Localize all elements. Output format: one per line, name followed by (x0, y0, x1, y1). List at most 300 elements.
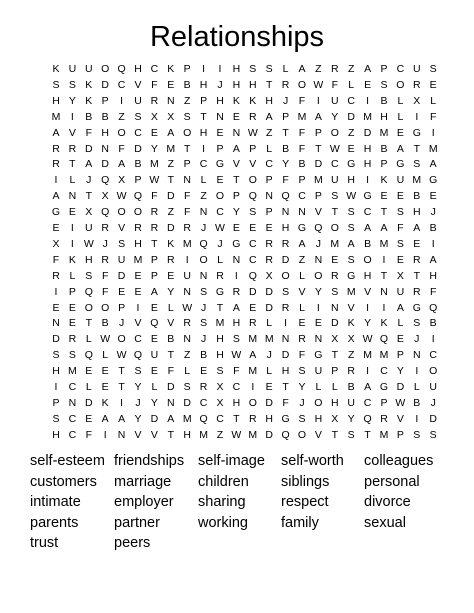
grid-letter: T (69, 158, 76, 171)
grid-letter: S (282, 285, 290, 298)
grid-letter: A (265, 110, 273, 123)
grid-letter: I (316, 301, 320, 314)
grid-letter: A (52, 126, 60, 139)
grid-letter: R (183, 222, 191, 234)
grid-letter: A (249, 349, 257, 362)
grid-letter: M (215, 317, 225, 330)
grid-letter: H (331, 396, 339, 409)
grid-letter: C (68, 412, 77, 425)
grid-letter: L (348, 78, 355, 91)
grid-letter: F (429, 110, 437, 123)
grid-letter: N (199, 269, 208, 282)
grid-letter: K (85, 94, 93, 107)
grid-letter: S (85, 269, 93, 282)
grid-letter: T (413, 269, 420, 282)
grid-letter: E (396, 190, 404, 203)
grid-letter: C (199, 396, 208, 409)
grid-letter: V (134, 428, 142, 441)
grid-letter: Q (248, 269, 257, 282)
grid-letter: X (85, 206, 93, 219)
grid-letter: E (52, 301, 60, 314)
grid-letter: L (413, 381, 420, 393)
grid-letter: V (314, 428, 322, 441)
grid-letter: O (133, 206, 143, 219)
grid-letter: H (183, 428, 191, 441)
grid-letter: I (415, 365, 419, 378)
word-list-item: self-worth (281, 453, 344, 469)
grid-letter: I (382, 253, 386, 266)
grid-letter: E (167, 269, 175, 282)
grid-letter: U (347, 396, 355, 409)
grid-letter: K (380, 317, 388, 330)
grid-letter: Q (150, 317, 159, 330)
grid-letter: D (281, 253, 290, 266)
grid-letter: I (70, 237, 74, 250)
grid-letter: Y (314, 285, 322, 298)
grid-letter: P (314, 190, 322, 203)
grid-letter: X (331, 333, 339, 346)
grid-letter: T (331, 349, 338, 362)
grid-letter: J (282, 94, 289, 107)
grid-letter: O (101, 301, 110, 314)
grid-letter: B (200, 349, 208, 362)
grid-letter: P (249, 142, 257, 155)
grid-letter: H (347, 174, 355, 187)
grid-letter: S (298, 365, 306, 378)
word-list-item: sexual (364, 514, 406, 531)
grid-letter: P (183, 158, 191, 171)
grid-letter: Y (364, 317, 372, 330)
grid-letter: F (233, 365, 240, 378)
grid-letter: X (167, 110, 175, 123)
grid-letter: A (167, 412, 175, 425)
grid-letter: G (412, 126, 421, 139)
grid-letter: M (133, 253, 143, 266)
grid-letter: K (167, 63, 175, 75)
grid-letter: E (347, 142, 355, 155)
grid-letter: R (167, 253, 175, 266)
grid-letter: L (282, 63, 289, 75)
grid-letter: B (413, 396, 421, 409)
grid-letter: H (314, 412, 323, 425)
grid-letter: F (298, 349, 306, 362)
grid-letter: I (234, 269, 238, 282)
grid-letter: C (199, 158, 208, 171)
grid-letter: D (85, 142, 93, 155)
grid-letter: C (134, 126, 142, 139)
grid-letter: I (431, 333, 435, 346)
grid-letter: H (216, 333, 224, 346)
grid-letter: O (183, 126, 192, 139)
grid-letter: J (102, 237, 108, 250)
grid-letter: K (68, 253, 76, 266)
grid-letter: R (281, 237, 290, 250)
grid-letter: D (265, 285, 273, 298)
grid-letter: E (429, 78, 437, 91)
grid-letter: Q (84, 349, 93, 362)
grid-letter: H (265, 94, 273, 107)
grid-letter: T (331, 206, 338, 219)
grid-letter: Z (315, 63, 322, 75)
grid-letter: I (54, 174, 58, 187)
grid-letter: O (297, 428, 307, 441)
grid-letter: H (249, 78, 257, 91)
grid-letter: B (85, 110, 93, 123)
grid-letter: S (52, 412, 60, 425)
grid-letter: P (380, 158, 388, 171)
word-list-item: children (198, 473, 249, 490)
grid-letter: H (281, 365, 290, 378)
grid-letter: A (364, 222, 372, 234)
grid-letter: X (413, 94, 421, 107)
grid-letter: B (282, 142, 290, 155)
grid-letter: A (314, 110, 322, 123)
grid-letter: S (265, 63, 273, 75)
grid-letter: R (413, 78, 421, 91)
grid-letter: Y (150, 142, 158, 155)
word-list (30, 452, 460, 562)
grid-letter: T (331, 428, 338, 441)
grid-letter: J (200, 222, 207, 234)
grid-letter: S (347, 206, 355, 219)
grid-letter: L (315, 381, 322, 393)
grid-letter: I (54, 381, 58, 393)
grid-letter: H (52, 365, 60, 378)
grid-letter: Q (101, 174, 110, 187)
grid-letter: K (101, 396, 109, 409)
grid-letter: C (347, 94, 355, 107)
grid-letter: R (413, 285, 421, 298)
grid-letter: A (167, 126, 175, 139)
grid-letter: S (429, 428, 437, 441)
grid-letter: U (396, 285, 405, 298)
grid-letter: N (183, 174, 191, 187)
grid-letter: S (413, 158, 421, 171)
grid-letter: C (232, 381, 241, 393)
grid-letter: P (282, 110, 290, 123)
grid-letter: M (379, 349, 389, 362)
grid-letter: N (199, 206, 208, 219)
grid-letter: S (380, 78, 388, 91)
word-list-item: intimate (30, 494, 81, 511)
grid-letter: A (298, 237, 306, 250)
grid-letter: S (429, 63, 437, 75)
grid-letter: H (363, 142, 372, 155)
grid-letter: R (232, 285, 241, 298)
grid-letter: X (396, 269, 404, 282)
grid-letter: C (363, 396, 372, 409)
grid-letter: V (167, 317, 175, 330)
grid-letter: H (232, 63, 241, 75)
grid-letter: V (118, 222, 126, 234)
grid-letter: Q (248, 190, 257, 203)
grid-letter: L (217, 253, 223, 266)
grid-letter: Y (331, 110, 339, 123)
grid-letter: M (68, 365, 77, 378)
grid-letter: Z (167, 206, 174, 219)
grid-letter: E (380, 190, 388, 203)
grid-letter: X (265, 269, 273, 282)
grid-letter: B (101, 317, 109, 330)
grid-letter: C (429, 349, 437, 362)
grid-letter: G (215, 158, 225, 171)
grid-letter: W (231, 428, 242, 441)
grid-letter: Y (232, 206, 240, 219)
grid-letter: N (117, 428, 126, 441)
grid-letter: N (101, 142, 109, 155)
grid-letter: A (364, 63, 372, 75)
grid-letter: A (101, 412, 109, 425)
grid-letter: R (216, 269, 224, 282)
grid-letter: O (117, 206, 126, 219)
grid-letter: M (182, 237, 192, 250)
grid-letter: A (429, 253, 437, 266)
grid-letter: I (366, 94, 370, 107)
grid-letter: E (101, 365, 109, 378)
grid-letter: R (265, 253, 273, 266)
grid-letter: B (413, 190, 421, 203)
grid-letter: S (183, 381, 191, 393)
grid-letter: M (363, 110, 372, 123)
grid-letter: E (118, 285, 126, 298)
grid-letter: R (150, 94, 159, 107)
grid-letter: M (51, 110, 61, 123)
grid-letter: G (363, 190, 372, 203)
grid-letter: P (200, 94, 208, 107)
grid-letter: N (380, 285, 388, 298)
grid-letter: J (414, 333, 420, 346)
grid-letter: R (134, 222, 142, 234)
grid-letter: P (298, 174, 306, 187)
grid-letter: Y (282, 158, 290, 171)
grid-letter: T (200, 110, 207, 123)
grid-letter: W (182, 301, 193, 314)
word-list-item: personal (364, 473, 420, 490)
grid-letter: R (347, 365, 355, 378)
word-list-item: partner (114, 514, 160, 531)
grid-letter: M (199, 428, 208, 441)
grid-letter: P (265, 174, 273, 187)
grid-letter: I (120, 94, 124, 107)
grid-letter: P (183, 63, 191, 75)
grid-letter: T (315, 142, 322, 155)
grid-letter: B (429, 222, 437, 234)
grid-letter: U (396, 174, 405, 187)
grid-letter: H (199, 78, 208, 91)
grid-letter: R (52, 269, 60, 282)
grid-letter: T (380, 269, 388, 282)
grid-letter: O (281, 269, 290, 282)
grid-letter: S (331, 285, 339, 298)
grid-letter: I (366, 301, 370, 314)
grid-letter: D (101, 78, 109, 91)
grid-letter: D (331, 317, 339, 330)
grid-letter: R (249, 317, 257, 330)
grid-letter: E (249, 222, 257, 234)
grid-letter: M (297, 110, 307, 123)
grid-letter: H (134, 63, 142, 75)
grid-letter: U (314, 365, 323, 378)
grid-letter: M (428, 142, 438, 155)
grid-letter: S (396, 237, 404, 250)
grid-letter: C (150, 63, 159, 75)
grid-letter: L (430, 94, 437, 107)
grid-letter: U (68, 63, 77, 75)
grid-letter: Q (199, 237, 208, 250)
grid-letter: L (266, 317, 273, 330)
grid-letter: N (68, 190, 77, 203)
word-list-item: working (198, 514, 248, 531)
grid-letter: H (101, 126, 109, 139)
grid-letter: S (232, 333, 240, 346)
word-list-item: customers (30, 473, 97, 490)
grid-letter: O (215, 190, 225, 203)
grid-letter: K (85, 78, 93, 91)
grid-letter: W (83, 237, 94, 250)
grid-letter: F (151, 78, 158, 91)
grid-letter: D (150, 412, 159, 425)
grid-letter: P (216, 142, 224, 155)
grid-letter: Q (379, 333, 389, 346)
grid-letter: J (266, 349, 272, 362)
grid-letter: M (330, 237, 340, 250)
grid-letter: T (151, 237, 158, 250)
grid-letter: N (314, 253, 323, 266)
grid-letter: H (265, 412, 273, 425)
grid-letter: R (265, 237, 273, 250)
grid-letter: M (248, 428, 258, 441)
grid-letter: B (167, 333, 175, 346)
grid-letter: F (298, 142, 306, 155)
grid-letter: P (396, 428, 404, 441)
grid-letter: T (282, 381, 289, 393)
grid-letter: X (331, 412, 339, 425)
grid-letter: C (249, 237, 257, 250)
grid-letter: D (167, 190, 175, 203)
grid-letter: V (314, 206, 322, 219)
grid-letter: D (281, 349, 290, 362)
grid-letter: R (150, 222, 159, 234)
grid-letter: V (68, 126, 76, 139)
grid-letter: M (248, 365, 258, 378)
grid-letter: C (363, 206, 372, 219)
grid-letter: R (101, 253, 109, 266)
grid-letter: D (167, 381, 175, 393)
grid-letter: C (265, 158, 273, 171)
grid-letter: Z (200, 190, 207, 203)
grid-letter: R (101, 222, 109, 234)
grid-letter: X (150, 110, 158, 123)
grid-letter: I (251, 381, 255, 393)
grid-letter: Z (265, 126, 273, 139)
grid-letter: R (150, 206, 159, 219)
grid-letter: O (330, 126, 339, 139)
grid-letter: Q (363, 412, 372, 425)
grid-letter: J (135, 396, 141, 409)
puzzle-title: Relationships (149, 21, 325, 53)
grid-letter: E (167, 78, 175, 91)
grid-letter: P (380, 63, 388, 75)
grid-letter: I (103, 428, 107, 441)
grid-letter: G (215, 285, 225, 298)
grid-letter: M (412, 174, 422, 187)
grid-letter: L (102, 349, 109, 362)
grid-letter: K (167, 237, 175, 250)
grid-letter: U (413, 63, 421, 75)
grid-letter: T (413, 142, 420, 155)
grid-letter: L (200, 174, 207, 187)
grid-letter: Y (134, 412, 142, 425)
grid-letter: U (183, 269, 191, 282)
grid-letter: E (68, 206, 76, 219)
grid-letter: O (314, 269, 323, 282)
grid-letter: E (364, 78, 372, 91)
grid-letter: T (167, 349, 174, 362)
word-list-item: sharing (198, 494, 246, 511)
grid-letter: A (52, 190, 60, 203)
grid-letter: Q (281, 428, 290, 441)
grid-letter: W (149, 174, 160, 187)
grid-letter: H (363, 269, 372, 282)
grid-letter: O (117, 333, 126, 346)
grid-letter: O (101, 63, 110, 75)
grid-letter: M (150, 158, 159, 171)
grid-letter: W (100, 333, 111, 346)
grid-letter: Z (183, 349, 191, 362)
grid-letter: G (396, 158, 405, 171)
grid-letter: P (134, 174, 142, 187)
grid-letter: T (265, 78, 273, 91)
grid-letter: N (331, 301, 339, 314)
grid-letter: H (52, 428, 60, 441)
grid-letter: S (52, 349, 60, 362)
grid-letter: R (281, 301, 290, 314)
grid-letter: O (117, 126, 126, 139)
grid-letter: P (150, 269, 158, 282)
grid-letter: N (232, 126, 241, 139)
grid-letter: T (118, 381, 125, 393)
grid-letter: S (216, 365, 224, 378)
grid-letter: E (85, 365, 93, 378)
grid-letter: E (249, 301, 257, 314)
grid-letter: Z (298, 253, 306, 266)
grid-letter: B (364, 237, 372, 250)
grid-letter: W (329, 142, 340, 155)
grid-letter: A (396, 142, 404, 155)
grid-letter: T (167, 174, 174, 187)
grid-letter: S (183, 110, 191, 123)
grid-letter: N (265, 190, 273, 203)
grid-letter: E (265, 222, 273, 234)
grid-letter: J (217, 237, 223, 250)
grid-letter: Q (117, 63, 126, 75)
grid-letter: H (216, 94, 224, 107)
grid-letter: L (69, 269, 76, 282)
grid-letter: X (101, 190, 109, 203)
grid-letter: D (347, 110, 355, 123)
grid-letter: D (167, 222, 175, 234)
grid-letter: F (85, 428, 92, 441)
grid-letter: O (248, 396, 257, 409)
grid-letter: Q (133, 349, 143, 362)
grid-letter: S (347, 428, 355, 441)
grid-letter: E (68, 317, 76, 330)
grid-letter: D (265, 396, 273, 409)
word-list-item: marriage (114, 473, 172, 490)
grid-letter: A (118, 412, 126, 425)
grid-letter: X (216, 381, 224, 393)
grid-letter: E (150, 333, 158, 346)
